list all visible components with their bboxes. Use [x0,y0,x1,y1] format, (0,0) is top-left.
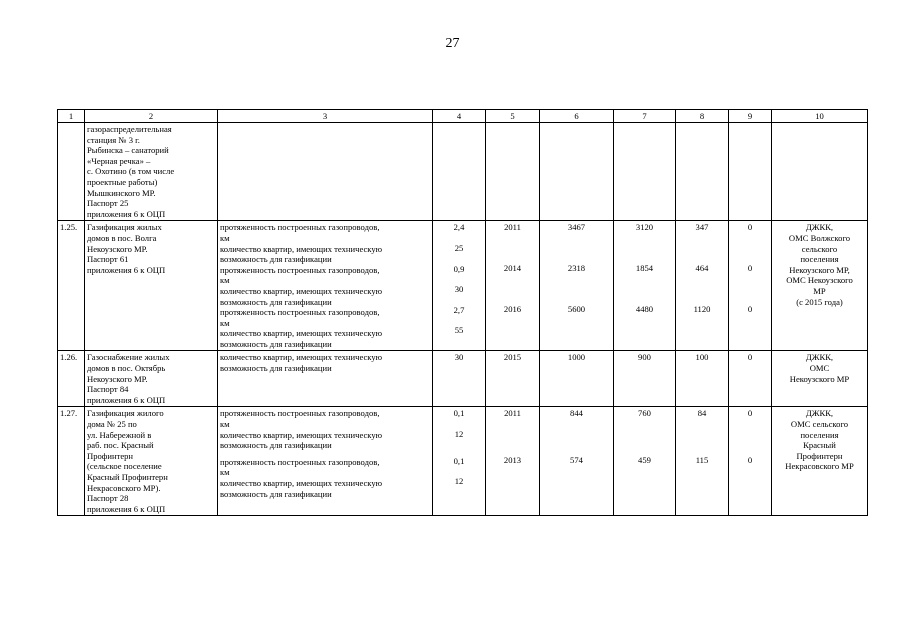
indicator-value: 0,1 [453,455,465,466]
amount-value: 84 [697,408,707,419]
executor-line: Красный [803,440,836,451]
executor-line: (с 2015 года) [796,296,843,307]
header-cell: 2 [85,110,218,123]
indicator-text: протяженность построенных газопроводов, [220,222,380,233]
col9-values [729,407,772,516]
table-row [58,407,868,516]
indicator-text: количество квартир, имеющих техническую [220,478,383,488]
indicator-text: протяженность построенных газопроводов, [220,264,380,275]
header-cell: 8 [676,110,729,123]
col6-values [540,221,614,351]
project-name-line: Газификация жилых [87,222,162,233]
header-cell: 9 [729,110,772,123]
amount-value: 115 [695,455,709,466]
project-name-line: Мышкинского МР. [87,187,156,198]
indicator-value: 2,7 [453,304,465,315]
project-name-line: (сельское поселение [87,461,162,472]
col8-values [676,407,729,516]
year-value: 2016 [503,303,522,314]
indicator-value: 12 [454,429,464,440]
project-name-line: приложения 6 к ОЦП [87,264,166,275]
executor-line: Некоузского МР [789,373,850,384]
project-name-line: Газификация жилого [87,408,164,419]
indicator-text: количество квартир, имеющих техническую [220,328,383,339]
indicator-text: протяженность построенных газопроводов, [220,456,380,467]
indicator-value: 25 [454,242,464,253]
executor-line: поселения [800,429,839,440]
years [486,407,540,516]
executor-line: ОМС Некоузского [786,275,853,286]
amount-value: 347 [695,222,709,233]
header-cell: 5 [486,110,540,123]
header-cell: 4 [433,110,486,123]
project-name-line: Рыбинска – санаторий [87,145,169,156]
indicator-value: 30 [454,284,464,295]
project-name-line: Некрасовского МР). [87,482,161,493]
amount-value: 760 [638,408,651,419]
project-name [85,221,218,351]
indicator-value: 55 [454,325,464,336]
project-name-line: с. Охотино (в том числе [87,166,175,177]
year-value: 2011 [504,222,521,233]
executor-line: ДЖКК, [805,408,834,419]
executor-line: ОМС сельского [790,419,849,430]
header-cell: 3 [218,110,433,123]
amount-value: 464 [695,262,709,273]
executor-line: ДЖКК, [805,222,834,233]
indicator-text: км [220,317,230,328]
amount-value: 0 [747,262,753,273]
indicator-value: 0,1 [453,408,465,419]
col7-values [614,221,676,351]
indicator-text: возможность для газификации [220,440,332,451]
executor-line: ДЖКК, [805,352,834,363]
program-table [57,109,868,516]
indicators [218,351,433,407]
amount-value: 459 [638,455,651,466]
project-name-line: Некоузского МР. [87,373,148,384]
project-name-line: Некоузского МР. [87,243,148,254]
col9-values [729,221,772,351]
header-cell: 7 [614,110,676,123]
amount-value: 3467 [567,222,586,233]
amount-value: 0 [747,408,753,419]
project-name-line: ул. Набережной в [87,429,152,440]
indicator-value: 0,9 [453,263,465,274]
amount-value: 0 [747,303,753,314]
indicator-text: протяженность построенных газопроводов, [220,408,380,419]
col8-values [676,221,729,351]
page-number: 27 [445,36,460,51]
amount-value: 100 [676,351,729,407]
row-number: 1.26. [58,351,85,407]
indicator-text: возможность для газификации [220,488,332,499]
project-name [85,407,218,516]
indicator-text: возможность для газификации [220,338,332,349]
project-name-line: Газоснабжение жилых [87,352,170,363]
executor-line: ОМС Волжского [788,232,851,243]
table-row [58,351,868,407]
header-cell: 6 [540,110,614,123]
year-value: 2011 [504,408,521,419]
col6-values [540,407,614,516]
amount-value: 4480 [635,303,654,314]
amount-value: 574 [570,455,583,466]
col7-values [614,407,676,516]
amount-value: 0 [729,351,772,407]
indicator-text: возможность для газификации [220,296,332,307]
indicator-text: км [220,419,230,430]
row-number: 1.27. [58,407,85,516]
indicator-values [433,407,486,516]
year-value: 2013 [503,455,522,466]
years [486,221,540,351]
year-value: 2015 [486,351,540,407]
project-name-line: приложения 6 к ОЦП [87,503,166,514]
executor-line: Профинтерн [796,450,843,461]
amount-value: 1854 [635,262,654,273]
amount-value: 5600 [567,303,586,314]
project-name-line: Красный Профинтерн [87,472,168,482]
amount-value: 900 [614,351,676,407]
project-name-line: Профинтерн [87,450,134,461]
row-number [58,123,85,221]
indicator-text: км [220,275,230,286]
amount-value: 1120 [693,303,711,314]
indicator-text: количество квартир, имеющих техническую [220,243,383,254]
project-name [85,123,218,221]
amount-value: 2318 [567,262,586,273]
executor-line: МР [813,285,826,296]
project-name-line: проектные работы) [87,176,158,187]
project-name-line: станция № 3 г. [87,134,140,145]
indicator-text: возможность для газификации [220,363,332,374]
project-name-line: раб. пос. Красный [87,440,154,451]
header-row [58,110,868,123]
project-name-line: приложения 6 к ОЦП [87,394,166,405]
project-name-line: газораспределительная [87,124,172,134]
project-name-line: Паспорт 61 [87,254,129,265]
indicator-text: протяженность построенных газопроводов, [220,307,380,318]
amount-value: 0 [747,455,753,466]
executor-line: сельского [801,243,838,254]
header-cell: 1 [58,110,85,123]
amount-value: 844 [570,408,583,419]
project-name-line: домов в пос. Октябрь [87,363,166,374]
year-value: 2014 [503,262,522,273]
amount-value: 3120 [635,222,654,233]
indicator-text: количество квартир, имеющих техническую [220,285,383,296]
executor [772,221,868,351]
indicator-value: 2,4 [453,222,465,233]
indicator-text: км [220,232,230,243]
project-name-line: домов в пос. Волга [87,232,157,243]
indicators [218,221,433,351]
executor [772,407,868,516]
project-name-line: приложения 6 к ОЦП [87,208,166,219]
indicators [218,407,433,516]
project-name-line: Паспорт 84 [87,384,129,395]
table-row [58,123,868,221]
executor-line: Некрасовского МР [785,461,854,472]
header-cell: 10 [772,110,868,123]
amount-value: 0 [747,222,753,233]
amount-value: 1000 [540,351,614,407]
indicator-text: возможность для газификации [220,254,332,265]
executor-line: поселения [800,254,839,265]
project-name-line: Паспорт 25 [87,198,129,209]
table-row [58,221,868,351]
indicator-text: количество квартир, имеющих техническую [220,429,383,440]
project-name [85,351,218,407]
indicator-text: количество квартир, имеющих техническую [220,352,383,363]
row-number: 1.25. [58,221,85,351]
indicator-text: км [220,467,230,478]
indicator-value: 30 [433,351,486,407]
project-name-line: Паспорт 28 [87,493,129,504]
indicator-values [433,221,486,351]
executor-line: ОМС [809,363,830,374]
executor [772,351,868,407]
project-name-line: дома № 25 по [87,419,137,430]
executor-line: Некоузского МР, [789,264,850,275]
project-name-line: «Черная речка» – [87,155,151,166]
indicator-value: 12 [454,476,464,487]
